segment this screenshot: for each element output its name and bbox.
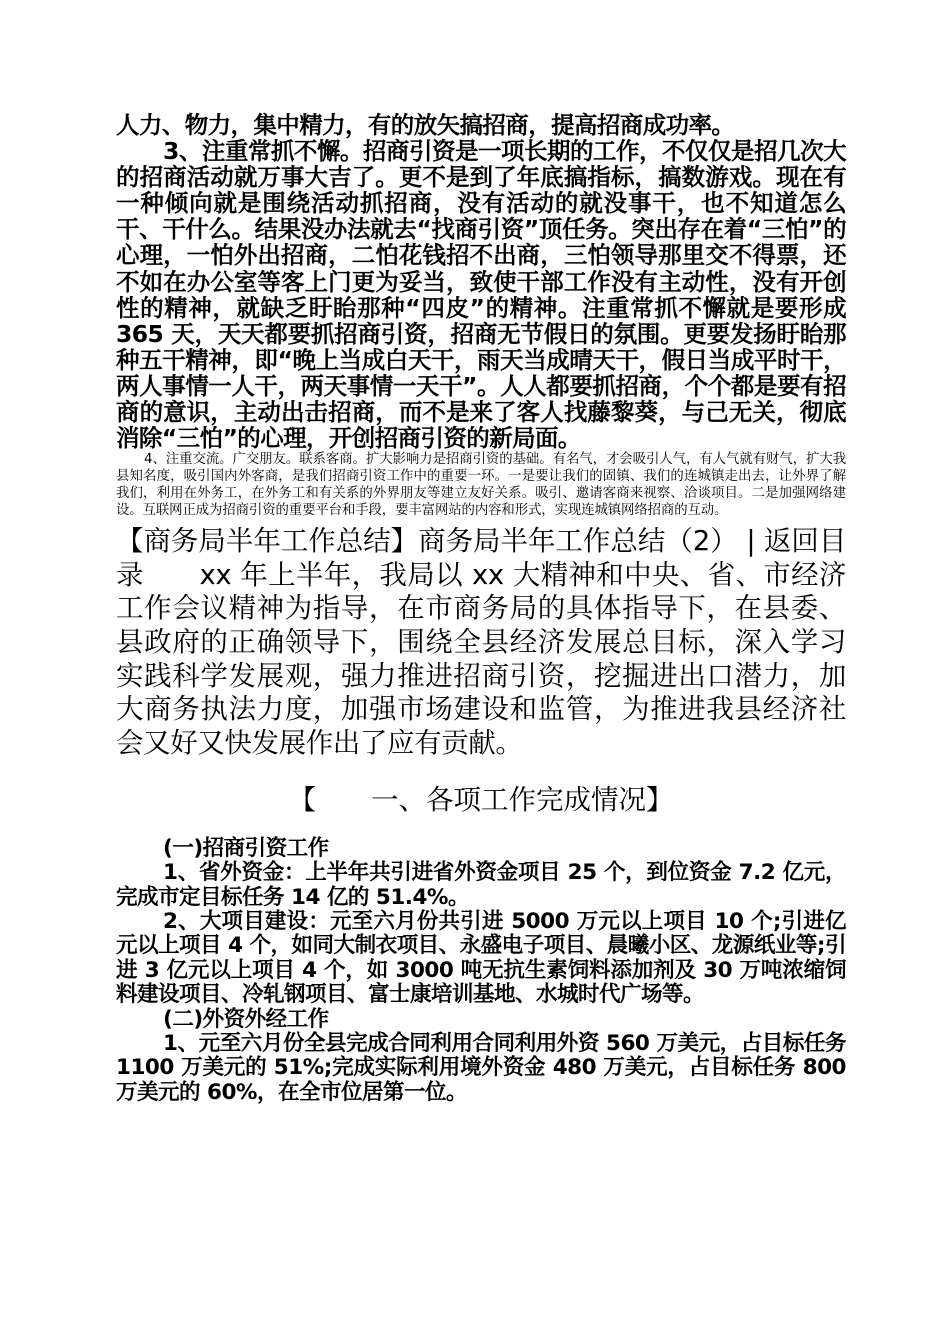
document-page: [116, 112, 846, 1105]
subheading-investment: (一)招商引资工作: [163, 835, 329, 861]
title-paragraph: 【商务局半年工作总结】商务局半年工作总结（2） | 返回目录 xx 年上半年，我局以 xx 大精神和中央、省、市经济工作会议精神为指导，在市商务局的具体指导下，在县委、县政府的正确领导下，围绕全县经济发展总目标，深入学习实践科学发展观，强力推进招商引资，挖掘进出口潜力，加大商务执法力度，加强市场建设和监管，为推进我县经济社会又好又快发展作出了应有贡献。: [116, 524, 846, 760]
foreign-capital-item-1-text: 1、元至六月份全县完成合同利用合同利用外资 560 万美元，占目标任务 1100 万美元的 51%;完成实际利用境外资金 480 万美元，占目标任务 800 万美元的 60%，在全市位居第一位。: [116, 1031, 846, 1105]
investment-item-2: [116, 910, 846, 1008]
point4-text: 4、注重交流。广交朋友。联系客商。扩大影响力是招商引资的基础。有名气，才会吸引人气，有人气就有财气，扩大我县知名度，吸引国内外客商，是我们招商引资工作中的重要一环。一是要让我们的固镇、我们的连城镇走出去，让外界了解我们，利用在外务工，在外务工和有关系的外界朋友等建立友好关系。吸引、邀请客商来视察、洽谈项目。二是加强网络建设。互联网正成为招商引资的重要平台和手段，要丰富网站的内容和形式，实现连城镇网络招商的互动。: [116, 452, 846, 518]
foreign-capital-item-1: [116, 1032, 846, 1105]
work-details: [116, 837, 846, 1105]
subheading-foreign-capital: (二)外资外经工作: [163, 1006, 329, 1032]
point3-text: 3、注重常抓不懈。招商引资是一项长期的工作，不仅仅是招几次大的招商活动就万事大吉了。更不是到了年底搞指标，搞数游戏。现在有一种倾向就是围绕活动抓招商，没有活动的就没事干，也不知道怎么干、干什么。结果没办法就去“找商引资”顶任务。突出存在着“三怕”的心理，一怕外出招商，二怕花钱招不出商，三怕领导那里交不得票，还不如在办公室等客上门更为妥当，致使干部工作没有主动性，没有开创性的精神，就缺乏盱眙那种“四皮”的精神。注重常抓不懈就是要形成 365 天，天天都要抓招商引资，招商无节假日的氛围。更要发扬盱眙那种五干精神，即“晚上当成白天干，雨天当成晴天干，假日当成平时干，两人事情一人干，两天事情一天干”。人人都要抓招商，个个都是要有招商的意识，主动出击招商，而不是来了客人找藤黎葵，与己无关，彻底消除“三怕”的心理，开创招商引资的新局面。: [116, 137, 846, 453]
investment-item-1: [116, 861, 846, 910]
investment-item-1-text: 1、省外资金：上半年共引进省外资金项目 25 个，到位资金 7.2 亿元，完成市定目标任务 14 亿的 51.4%。: [116, 860, 846, 910]
point3-paragraph: [116, 138, 846, 451]
investment-item-2-text: 2、大项目建设：元至六月份共引进 5000 万元以上项目 10 个;引进亿元以上项目 4 个，如同大制衣项目、永盛电子项目、晨曦小区、龙源纸业等;引进 3 亿元以上项目 4 个，如 3000 吨无抗生素饲料添加剂及 30 万吨浓缩饲料建设项目、冷轧钢项目、富士康培训基地、水城时代广场等。: [116, 908, 846, 1008]
continuation-paragraph: 人力、物力，集中精力，有的放矢搞招商，提高招商成功率。: [116, 111, 735, 139]
section-heading: 【 一、各项工作完成情况】: [288, 783, 674, 816]
point4-paragraph: [116, 452, 846, 520]
